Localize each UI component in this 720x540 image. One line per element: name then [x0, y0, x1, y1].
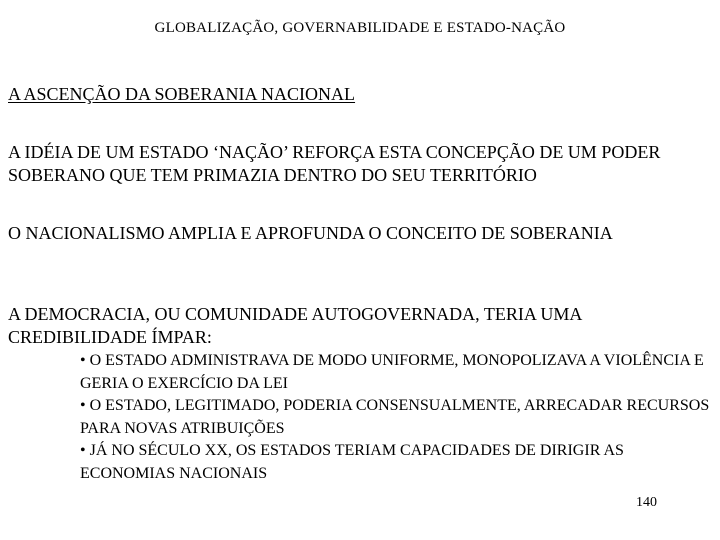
slide-header-title: GLOBALIZAÇÃO, GOVERNABILIDADE E ESTADO-NAÇÃO — [154, 20, 566, 36]
bullet-item-legitimidade: • O ESTADO, LEGITIMADO, PODERIA CONSENSUALMENTE, ARRECADAR RECURSOS PARA NOVAS ATRIBUIÇÕES — [80, 397, 710, 437]
page-number: 140 — [636, 495, 657, 510]
bullet-list — [80, 350, 714, 485]
section-heading: A ASCENÇÃO DA SOBERANIA NACIONAL — [8, 84, 356, 104]
paragraph-democracia: A DEMOCRACIA, OU COMUNIDADE AUTOGOVERNADA, TERIA UMA CREDIBILIDADE ÍMPAR: — [8, 304, 582, 347]
paragraph-estado-nacao: A IDÉIA DE UM ESTADO ‘NAÇÃO’ REFORÇA ESTA CONCEPÇÃO DE UM PODER SOBERANO QUE TEM PRIMAZIA DENTRO DO SEU TERRITÓRIO — [8, 142, 661, 185]
paragraph-nacionalismo: O NACIONALISMO AMPLIA E APROFUNDA O CONCEITO DE SOBERANIA — [8, 223, 613, 243]
bullet-item-seculo-xx: • JÁ NO SÉCULO XX, OS ESTADOS TERIAM CAPACIDADES DE DIRIGIR AS ECONOMIAS NACIONAIS — [80, 442, 624, 482]
bullet-item-administracao: • O ESTADO ADMINISTRAVA DE MODO UNIFORME, MONOPOLIZAVA A VIOLÊNCIA E GERIA O EXERCÍCIO DA LEI — [80, 352, 704, 392]
